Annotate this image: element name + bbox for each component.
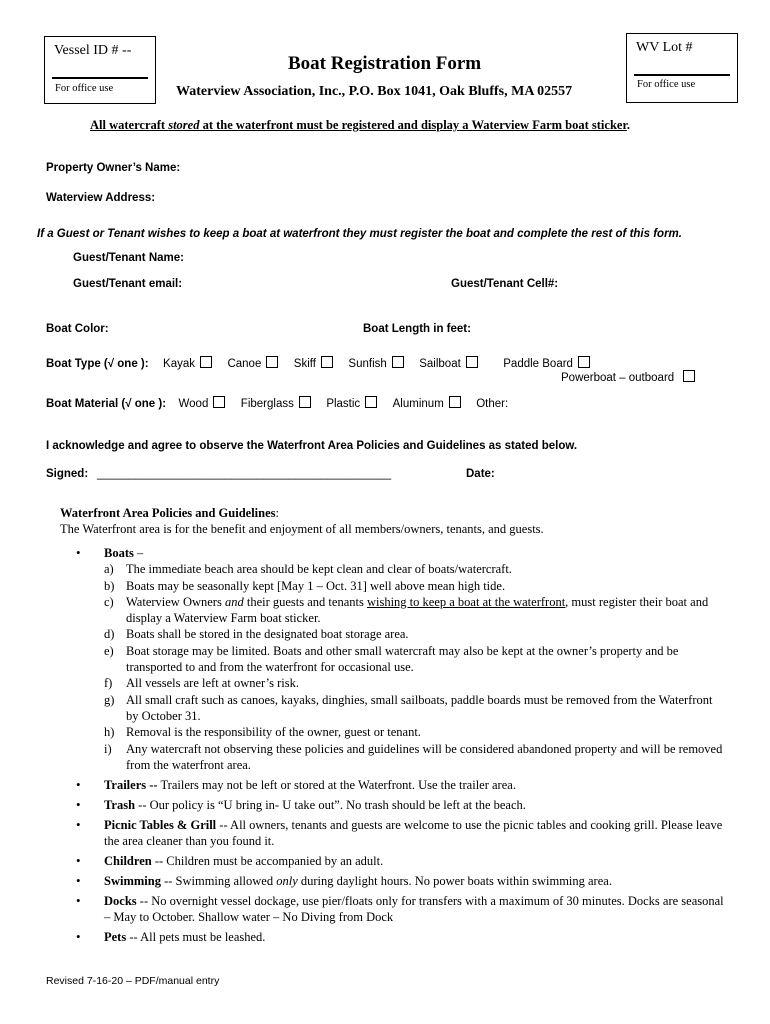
list-item: g) All small craft such as canoes, kayaks, dinghies, small sailboats, paddle boards must be removed from the Waterfront by October 31. xyxy=(104,692,713,723)
policy-docks: • Docks -- No overnight vessel dockage, use pier/floats only for transfers with a maximum of 30 minutes. Docks are seasonal – May to October. Shallow water – No Diving from Dock xyxy=(76,893,726,926)
canoe-checkbox[interactable] xyxy=(266,356,278,368)
policy-picnic: • Picnic Tables & Grill -- All owners, tenants and guests are welcome to use the picnic tables and cooking grill. Please leave the area cleaner than you found it. xyxy=(76,817,726,850)
address-label: Waterview Address: xyxy=(46,192,156,204)
option-kayak[interactable]: Kayak xyxy=(163,358,212,370)
aluminum-checkbox[interactable] xyxy=(449,396,461,408)
list-item: f) All vessels are left at owner’s risk. xyxy=(104,676,299,691)
option-sunfish[interactable]: Sunfish xyxy=(348,358,403,370)
option-fiberglass[interactable]: Fiberglass xyxy=(241,398,311,410)
policy-trailers: • Trailers -- Trailers may not be left or stored at the Waterfront. Use the trailer area. xyxy=(76,777,726,793)
option-paddle-board[interactable]: Paddle Board xyxy=(503,358,590,370)
lot-office-note: For office use xyxy=(637,79,696,90)
vessel-id-rule xyxy=(52,77,148,79)
fiberglass-checkbox[interactable] xyxy=(299,396,311,408)
boat-length-label: Boat Length in feet: xyxy=(363,323,471,335)
wood-checkbox[interactable] xyxy=(213,396,225,408)
boat-material-row xyxy=(46,394,508,412)
kayak-checkbox[interactable] xyxy=(200,356,212,368)
guest-name-label: Guest/Tenant Name: xyxy=(73,252,184,264)
vessel-id-box xyxy=(44,36,156,104)
vessel-id-label: Vessel ID # -- xyxy=(54,43,132,58)
signature-line[interactable]: ______________________________________________ xyxy=(97,468,392,480)
guest-email-label: Guest/Tenant email: xyxy=(73,278,183,290)
policies-intro: The Waterfront area is for the benefit and enjoyment of all members/owners, tenants, and guests. xyxy=(60,522,544,536)
powerboat-checkbox[interactable] xyxy=(683,370,695,382)
skiff-checkbox[interactable] xyxy=(321,356,333,368)
policies-heading: Waterfront Area Policies and Guidelines: xyxy=(60,506,279,520)
notice-period: . xyxy=(626,118,630,132)
notice-part1: All watercraft xyxy=(90,118,169,132)
wv-lot-label: WV Lot # xyxy=(636,40,693,55)
owner-name-label: Property Owner’s Name: xyxy=(46,162,181,174)
policy-swimming: • Swimming -- Swimming allowed only during daylight hours. No power boats within swimming area. xyxy=(76,873,726,889)
list-item: c) Waterview Owners and their guests and tenants wishing to keep a boat at the waterfront, must register their boat and display a Waterview Farm boat sticker. xyxy=(104,594,709,626)
option-wood[interactable]: Wood xyxy=(179,398,226,410)
option-plastic[interactable]: Plastic xyxy=(326,398,377,410)
guest-cell-label: Guest/Tenant Cell#: xyxy=(451,278,559,290)
form-title: Boat Registration Form xyxy=(288,53,482,74)
registration-notice xyxy=(90,118,630,133)
guest-note: If a Guest or Tenant wishes to keep a boat at waterfront they must register the boat and complete the rest of this form. xyxy=(37,228,682,240)
policy-boats: • Boats – a) The immediate beach area should be kept clean and clear of boats/watercraft. b) Boats may be seasonally kept [May 1 – Oct. 31] well above mean high tide. c) Waterview Owners and their guests and tenants wishing to keep a boat at the waterfront, must register their boat and display a Waterview Farm boat sticker. d) Boats shall be stored in the designated boat storage area. e) Boat storage may be limited. Boats and other small watercraft may also be kept at the owner’s property and be transported to and from the waterfront for occasional use. f) All vessels are left at owner’s risk. g) All small craft such as canoes, kayaks, dinghies, small sailboats, paddle boards must be removed from the Waterfront by October 31. h) Removal is the responsibility of the owner, guest or tenant. i) Any watercraft not observing these policies and guidelines will be considered abandoned property and will be removed from the waterfront area. xyxy=(76,545,726,773)
paddle-board-checkbox[interactable] xyxy=(578,356,590,368)
sunfish-checkbox[interactable] xyxy=(392,356,404,368)
boat-type-label: Boat Type (√ one ): xyxy=(46,358,149,370)
sailboat-checkbox[interactable] xyxy=(466,356,478,368)
wv-lot-box xyxy=(626,33,738,103)
wv-lot-rule xyxy=(634,74,730,76)
revision-footer: Revised 7-16-20 – PDF/manual entry xyxy=(46,975,220,987)
boat-color-label: Boat Color: xyxy=(46,323,109,335)
plastic-checkbox[interactable] xyxy=(365,396,377,408)
list-item: d) Boats shall be stored in the designated boat storage area. xyxy=(104,627,409,642)
form-subtitle: Waterview Association, Inc., P.O. Box 1041, Oak Bluffs, MA 02557 xyxy=(176,84,573,99)
boat-rules-list xyxy=(104,561,726,773)
signed-label: Signed: xyxy=(46,468,89,480)
notice-stored: stored xyxy=(168,118,200,132)
vessel-office-note: For office use xyxy=(55,83,114,94)
option-skiff[interactable]: Skiff xyxy=(294,358,333,370)
boat-material-label: Boat Material (√ one ): xyxy=(46,398,167,410)
acknowledge-statement: I acknowledge and agree to observe the Waterfront Area Policies and Guidelines as stated below. xyxy=(46,440,578,452)
option-powerboat[interactable]: Powerboat – outboard xyxy=(561,370,695,384)
boat-type-row xyxy=(46,354,601,372)
option-canoe[interactable]: Canoe xyxy=(227,358,278,370)
policy-trash: • Trash -- Our policy is “U bring in- U take out”. No trash should be left at the beach. xyxy=(76,797,726,813)
list-item: a) The immediate beach area should be kept clean and clear of boats/watercraft. xyxy=(104,562,512,577)
list-item: b) Boats may be seasonally kept [May 1 – Oct. 31] well above mean high tide. xyxy=(104,578,506,593)
policy-list xyxy=(76,545,726,949)
option-aluminum[interactable]: Aluminum xyxy=(393,398,461,410)
list-item: e) Boat storage may be limited. Boats and other small watercraft may also be kept at the owner’s property and be transported to and from the waterfront for occasional use. xyxy=(104,643,679,675)
list-item: h) Removal is the responsibility of the owner, guest or tenant. xyxy=(104,725,421,740)
policy-pets: • Pets -- All pets must be leashed. xyxy=(76,929,726,945)
date-label: Date: xyxy=(466,468,495,480)
list-item: i) Any watercraft not observing these policies and guidelines will be considered abandoned property and will be removed from the waterfront area. xyxy=(104,741,723,772)
option-other[interactable]: Other: xyxy=(476,398,509,410)
notice-part3: at the waterfront must be registered and display a Waterview Farm boat sticker xyxy=(199,118,627,132)
option-sailboat[interactable]: Sailboat xyxy=(419,358,478,370)
policy-children: • Children -- Children must be accompanied by an adult. xyxy=(76,853,726,869)
